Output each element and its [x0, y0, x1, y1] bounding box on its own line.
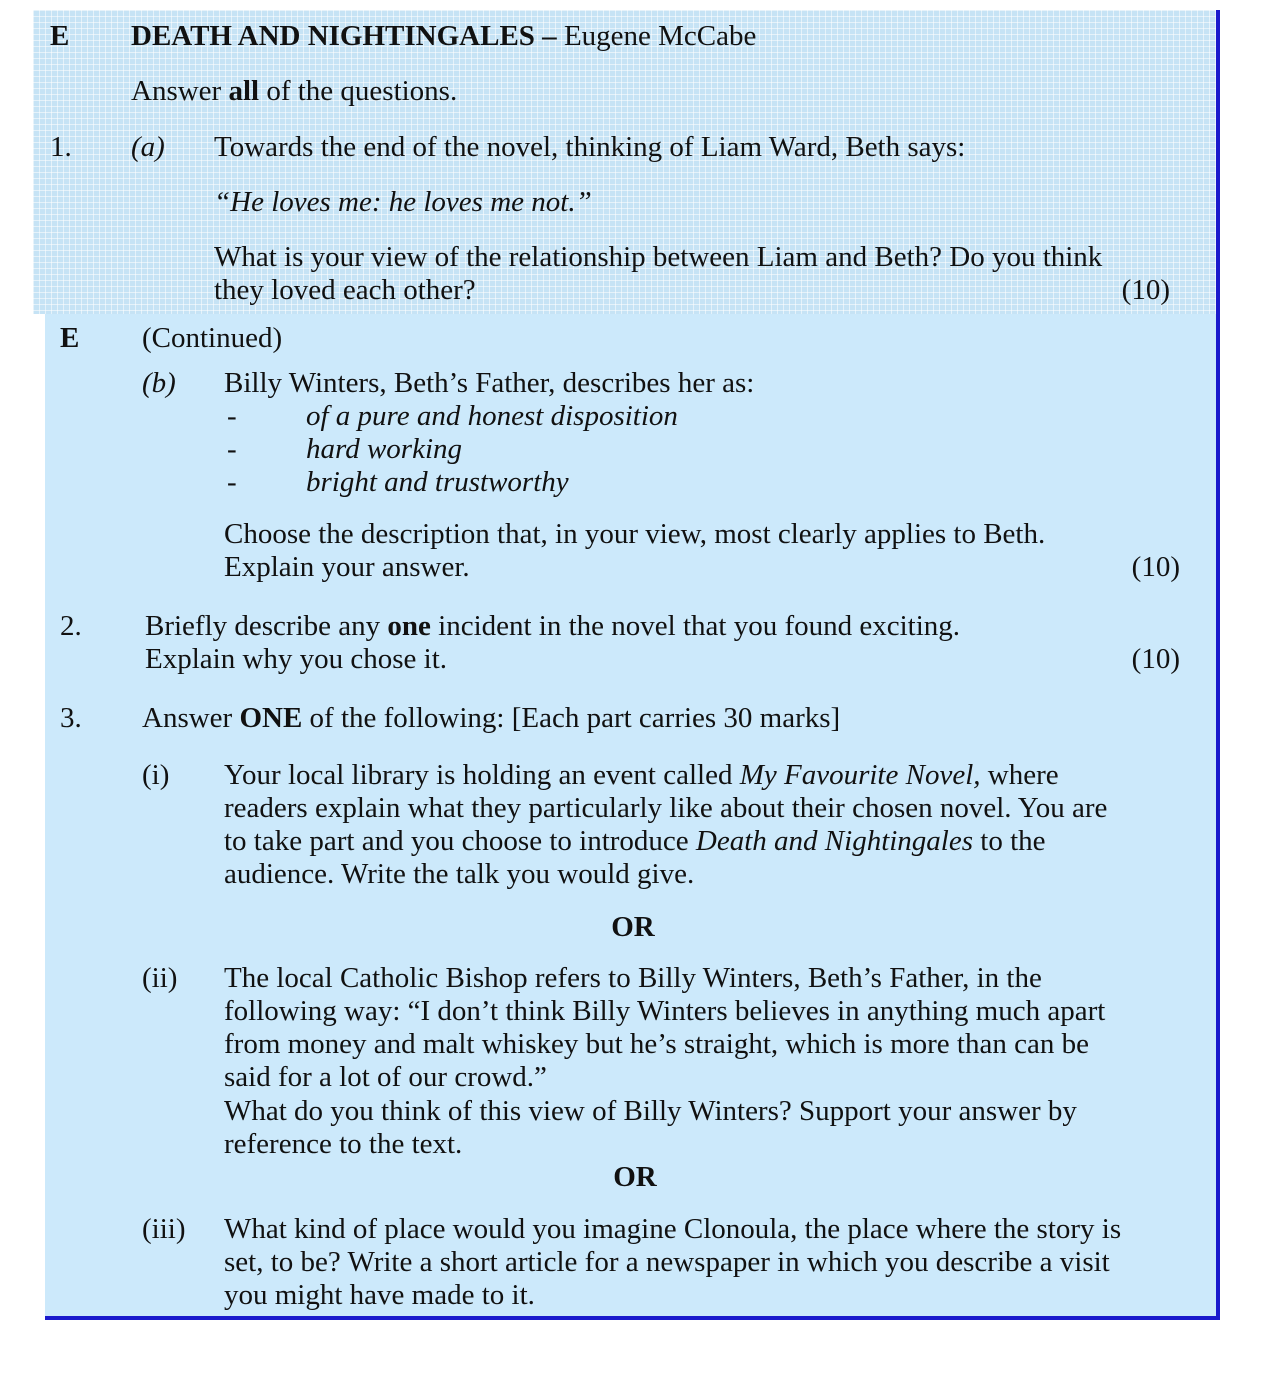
q3-intro-bold: ONE: [239, 702, 303, 734]
q3ii-line: from money and malt whiskey but he’s straight, which is more than can be: [224, 1028, 1089, 1060]
q3-intro: [142, 702, 840, 735]
q3i-line1: [224, 759, 1059, 792]
q1a-quote: [214, 186, 592, 219]
q3iii-label: (iii): [142, 1213, 186, 1245]
continued-letter: E: [60, 322, 80, 354]
q2-number: 2.: [60, 610, 82, 642]
q3i-line3-pre: to take part and you choose to introduce: [224, 825, 696, 857]
q3ii-label: (ii): [142, 962, 178, 994]
bullet-text: [306, 433, 462, 466]
bullet-text-2: bright and trustworthy: [306, 466, 569, 498]
bullet-text: [306, 466, 569, 499]
q1b-question-line2: Explain your answer.: [224, 551, 470, 583]
q3i-line3: [224, 825, 1046, 858]
q3ii-line: The local Catholic Bishop refers to Billy Winters, Beth’s Father, in the: [224, 962, 1042, 994]
q3-number: 3.: [60, 702, 82, 734]
q3i-line2: readers explain what they particularly like about their chosen novel. You are: [224, 792, 1108, 824]
q3i-label: (i): [142, 759, 170, 791]
instruction-bold: all: [228, 75, 260, 107]
bullet-dash: -: [227, 400, 237, 432]
q3ii-line: said for a lot of our crowd.”: [224, 1061, 547, 1093]
q3i-line4: audience. Write the talk you would give.: [224, 858, 695, 890]
q3i-line1-post: where: [980, 759, 1059, 791]
bullet-text-0: of a pure and honest disposition: [306, 400, 678, 432]
instruction-post: of the questions.: [259, 75, 458, 107]
q3iii-line: you might have made to it.: [224, 1279, 535, 1311]
q1b-marks: (10): [1131, 551, 1180, 583]
q3ii-line: following way: “I don’t think Billy Winters believes in anything much apart: [224, 995, 1106, 1027]
q1a-label-text: (a): [131, 131, 165, 163]
q1b-label: [142, 367, 176, 400]
q1-number: 1.: [50, 131, 72, 163]
q1b-label-text: (b): [142, 367, 176, 399]
q2-line2: Explain why you chose it.: [145, 643, 448, 675]
or-divider: OR: [611, 911, 655, 943]
or-divider: OR: [613, 1161, 657, 1193]
title-text: DEATH AND NIGHTINGALES –: [131, 20, 557, 52]
instruction: [131, 75, 457, 108]
q1a-intro: Towards the end of the novel, thinking of Liam Ward, Beth says:: [214, 131, 966, 163]
q1b-intro: Billy Winters, Beth’s Father, describes her as:: [224, 367, 755, 399]
q1a-marks: (10): [1121, 274, 1170, 306]
continued-label: (Continued): [142, 322, 283, 354]
q2-line1-post: incident in the novel that you found exciting.: [430, 610, 961, 642]
q1a-question-line1: What is your view of the relationship between Liam and Beth? Do you think: [214, 241, 1103, 273]
instruction-pre: Answer: [131, 75, 229, 107]
q3-intro-post: of the following: [Each part carries 30 marks]: [302, 702, 841, 734]
bullet-dash: -: [227, 433, 237, 465]
q2-marks: (10): [1131, 643, 1180, 675]
bullet-text: [306, 400, 678, 433]
bullet-text-1: hard working: [306, 433, 463, 465]
q2-line1: [145, 610, 960, 643]
q3i-line3-italic: Death and Nightingales: [695, 825, 974, 857]
right-border: [1216, 10, 1220, 1320]
section-title: [131, 20, 756, 53]
bullet-dash: -: [227, 466, 237, 498]
q1b-question-line1: Choose the description that, in your view, most clearly applies to Beth.: [224, 518, 1046, 550]
q3iii-line: What kind of place would you imagine Clonoula, the place where the story is: [224, 1213, 1122, 1245]
q3i-line1-pre: Your local library is holding an event called: [224, 759, 740, 791]
q3-intro-pre: Answer: [142, 702, 240, 734]
q3i-line1-italic: My Favourite Novel,: [739, 759, 981, 791]
q3i-line3-post: to the: [973, 825, 1046, 857]
q3iii-line: set, to be? Write a short article for a newspaper in which you describe a visit: [224, 1246, 1110, 1278]
q2-line1-pre: Briefly describe any: [145, 610, 388, 642]
q1a-quote-text: “He loves me: he loves me not.”: [214, 186, 592, 218]
title-author: Eugene McCabe: [556, 20, 757, 52]
q3ii-line: What do you think of this view of Billy Winters? Support your answer by: [224, 1095, 1077, 1127]
section-letter: E: [50, 20, 70, 52]
q2-line1-bold: one: [387, 610, 431, 642]
q1a-label: [131, 131, 165, 164]
q1a-question-line2: they loved each other?: [214, 274, 476, 306]
bottom-border: [45, 1316, 1220, 1320]
q3ii-line: reference to the text.: [224, 1128, 463, 1160]
